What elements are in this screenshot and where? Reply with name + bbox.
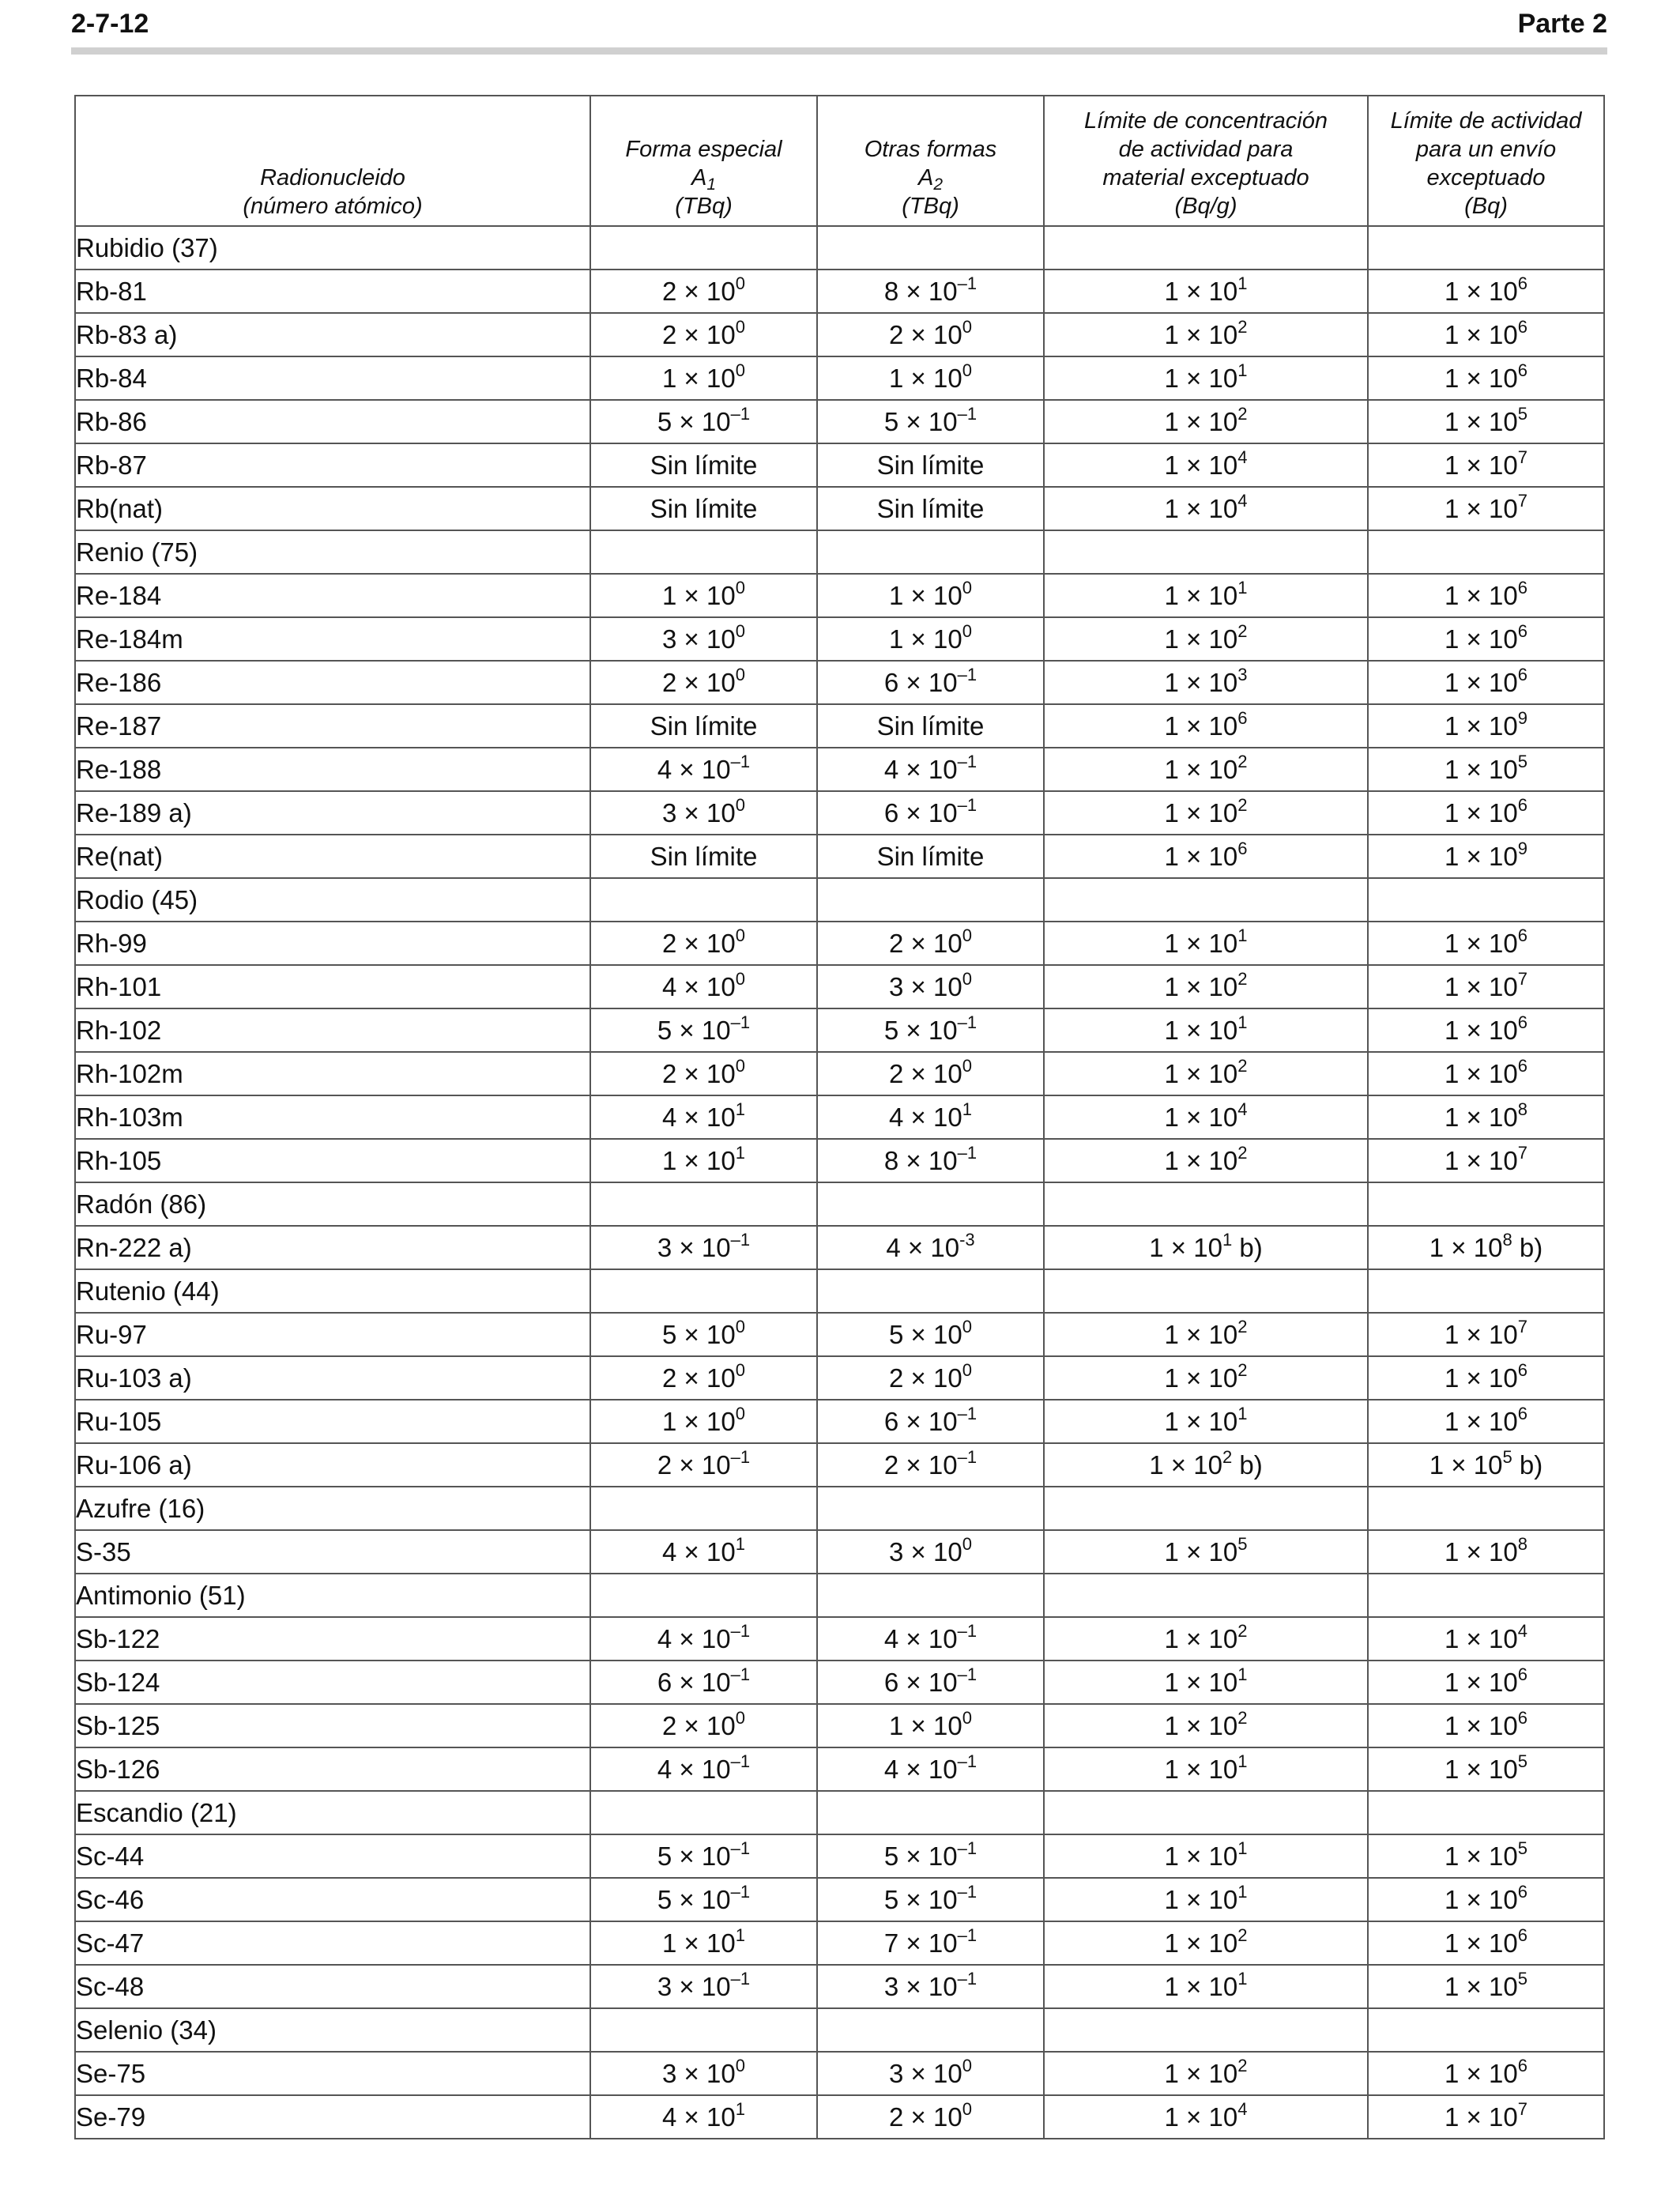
- a1-cell: $1 \times 10^0$: [590, 574, 817, 617]
- activity-limit-cell: $1 \times 10^6$: [1368, 270, 1604, 313]
- activity-limit-cell: $1 \times 10^7$: [1368, 965, 1604, 1008]
- concentration-limit-cell: $1 \times 10^5$: [1044, 1530, 1368, 1574]
- table-row: [75, 1356, 1604, 1400]
- a1-cell: [590, 1269, 817, 1313]
- activity-limit-cell: [1368, 226, 1604, 270]
- a2-cell: $4 \times 10^1$: [817, 1095, 1044, 1139]
- table-row: [75, 1400, 1604, 1443]
- a1-cell: $2 \times 10^0$: [590, 1356, 817, 1400]
- a2-cell: $8 \times 10^{-1}$: [817, 270, 1044, 313]
- table-row: [75, 791, 1604, 835]
- a1-cell: $6 \times 10^{-1}$: [590, 1661, 817, 1704]
- a2-cell: $1 \times 10^0$: [817, 356, 1044, 400]
- table-row: [75, 1747, 1604, 1791]
- table-row: [75, 356, 1604, 400]
- concentration-limit-cell: [1044, 226, 1368, 270]
- concentration-limit-cell: $1 \times 10^2$: [1044, 965, 1368, 1008]
- activity-limit-cell: [1368, 1269, 1604, 1313]
- radionuclide-table: [74, 95, 1605, 2139]
- radionuclide-name: Ru-105: [75, 1400, 590, 1443]
- activity-limit-cell: $1 \times 10^6$: [1368, 1704, 1604, 1747]
- radionuclide-name: Re(nat): [75, 835, 590, 878]
- concentration-limit-cell: $1 \times 10^6$: [1044, 704, 1368, 748]
- element-group-row: [75, 1574, 1604, 1617]
- concentration-limit-cell: $1 \times 10^2$: [1044, 1921, 1368, 1965]
- activity-limit-cell: $1 \times 10^6$: [1368, 1052, 1604, 1095]
- a2-cell: [817, 530, 1044, 574]
- a1-cell: $2 \times 10^0$: [590, 922, 817, 965]
- activity-limit-cell: $1 \times 10^9$: [1368, 704, 1604, 748]
- concentration-limit-cell: [1044, 1269, 1368, 1313]
- a1-cell: $1 \times 10^1$: [590, 1921, 817, 1965]
- concentration-limit-cell: [1044, 878, 1368, 922]
- activity-limit-cell: $1 \times 10^6$: [1368, 661, 1604, 704]
- element-group-row: [75, 1269, 1604, 1313]
- radionuclide-name: Rh-105: [75, 1139, 590, 1182]
- radionuclide-name: Sc-47: [75, 1921, 590, 1965]
- table-row: [75, 2095, 1604, 2139]
- activity-limit-cell: $1 \times 10^5$ b): [1368, 1443, 1604, 1487]
- a1-cell: $3 \times 10^0$: [590, 617, 817, 661]
- element-group-row: [75, 2008, 1604, 2052]
- radionuclide-name: Ru-97: [75, 1313, 590, 1356]
- header-radionuclide: Radionucleido (número atómico): [75, 96, 590, 226]
- radionuclide-name: Rh-102m: [75, 1052, 590, 1095]
- radionuclide-name: Sc-46: [75, 1878, 590, 1921]
- radionuclide-name: Se-79: [75, 2095, 590, 2139]
- element-group-row: [75, 226, 1604, 270]
- header-other-forms-a2: Otras formas $A_2$ (TBq): [817, 96, 1044, 226]
- concentration-limit-cell: $1 \times 10^1$: [1044, 1400, 1368, 1443]
- radionuclide-name: Rh-103m: [75, 1095, 590, 1139]
- table-row: [75, 661, 1604, 704]
- radionuclide-name: Rb-86: [75, 400, 590, 443]
- table-row: [75, 1530, 1604, 1574]
- concentration-limit-cell: $1 \times 10^2$: [1044, 1139, 1368, 1182]
- activity-limit-cell: $1 \times 10^7$: [1368, 1313, 1604, 1356]
- a1-cell: [590, 2008, 817, 2052]
- activity-limit-cell: [1368, 1791, 1604, 1834]
- table-row: [75, 1704, 1604, 1747]
- activity-limit-cell: [1368, 530, 1604, 574]
- radionuclide-name: Re-186: [75, 661, 590, 704]
- a1-cell: $4 \times 10^{-1}$: [590, 748, 817, 791]
- radionuclide-name: Sb-126: [75, 1747, 590, 1791]
- a2-cell: $6 \times 10^{-1}$: [817, 1400, 1044, 1443]
- concentration-limit-cell: $1 \times 10^4$: [1044, 2095, 1368, 2139]
- activity-limit-cell: [1368, 1182, 1604, 1226]
- concentration-limit-cell: [1044, 530, 1368, 574]
- concentration-limit-cell: $1 \times 10^2$ b): [1044, 1443, 1368, 1487]
- a2-cell: $1 \times 10^0$: [817, 1704, 1044, 1747]
- radionuclide-name: Re-188: [75, 748, 590, 791]
- a1-cell: [590, 1487, 817, 1530]
- activity-limit-cell: $1 \times 10^7$: [1368, 2095, 1604, 2139]
- concentration-limit-cell: $1 \times 10^2$: [1044, 617, 1368, 661]
- concentration-limit-cell: [1044, 1574, 1368, 1617]
- a2-cell: $8 \times 10^{-1}$: [817, 1139, 1044, 1182]
- radionuclide-name: Rn-222 a): [75, 1226, 590, 1269]
- a2-cell: Sin límite: [817, 487, 1044, 530]
- element-group-name: Rubidio (37): [75, 226, 590, 270]
- a1-cell: [590, 878, 817, 922]
- a1-cell: $5 \times 10^0$: [590, 1313, 817, 1356]
- a2-cell: $2 \times 10^0$: [817, 1356, 1044, 1400]
- activity-limit-cell: $1 \times 10^5$: [1368, 1834, 1604, 1878]
- a1-cell: $2 \times 10^0$: [590, 270, 817, 313]
- radionuclide-name: Rb-84: [75, 356, 590, 400]
- activity-limit-cell: $1 \times 10^4$: [1368, 1617, 1604, 1661]
- concentration-limit-cell: $1 \times 10^1$ b): [1044, 1226, 1368, 1269]
- element-group-name: Rodio (45): [75, 878, 590, 922]
- a1-cell: [590, 1182, 817, 1226]
- table-row: [75, 313, 1604, 356]
- a2-cell: $4 \times 10^{-1}$: [817, 1617, 1044, 1661]
- a1-cell: $4 \times 10^{-1}$: [590, 1747, 817, 1791]
- radionuclide-name: Rh-99: [75, 922, 590, 965]
- a2-cell: Sin límite: [817, 704, 1044, 748]
- activity-limit-cell: $1 \times 10^6$: [1368, 1921, 1604, 1965]
- a1-cell: $3 \times 10^{-1}$: [590, 1226, 817, 1269]
- element-group-row: [75, 878, 1604, 922]
- a2-cell: Sin límite: [817, 443, 1044, 487]
- table-row: [75, 574, 1604, 617]
- table-row: [75, 1878, 1604, 1921]
- table-row: [75, 748, 1604, 791]
- a1-cell: Sin límite: [590, 487, 817, 530]
- header-rule: [71, 47, 1607, 55]
- activity-limit-cell: $1 \times 10^8$ b): [1368, 1226, 1604, 1269]
- a2-cell: $3 \times 10^0$: [817, 965, 1044, 1008]
- a1-cell: $2 \times 10^0$: [590, 661, 817, 704]
- radionuclide-name: Re-184: [75, 574, 590, 617]
- table-row: [75, 1965, 1604, 2008]
- table-row: [75, 835, 1604, 878]
- page-header: [71, 3, 1607, 44]
- activity-limit-cell: $1 \times 10^6$: [1368, 617, 1604, 661]
- activity-limit-cell: $1 \times 10^6$: [1368, 1400, 1604, 1443]
- a1-cell: $2 \times 10^{-1}$: [590, 1443, 817, 1487]
- element-group-name: Rutenio (44): [75, 1269, 590, 1313]
- a2-cell: $4 \times 10^{-1}$: [817, 748, 1044, 791]
- activity-limit-cell: $1 \times 10^7$: [1368, 443, 1604, 487]
- table-row: [75, 1313, 1604, 1356]
- a1-cell: $1 \times 10^0$: [590, 1400, 817, 1443]
- table-row: [75, 400, 1604, 443]
- table-row: [75, 1661, 1604, 1704]
- concentration-limit-cell: $1 \times 10^2$: [1044, 313, 1368, 356]
- concentration-limit-cell: $1 \times 10^1$: [1044, 1661, 1368, 1704]
- a1-cell: $2 \times 10^0$: [590, 313, 817, 356]
- a2-cell: [817, 1487, 1044, 1530]
- a1-cell: Sin límite: [590, 835, 817, 878]
- table-row: [75, 487, 1604, 530]
- concentration-limit-cell: $1 \times 10^3$: [1044, 661, 1368, 704]
- concentration-limit-cell: $1 \times 10^2$: [1044, 1617, 1368, 1661]
- a2-cell: $6 \times 10^{-1}$: [817, 791, 1044, 835]
- a1-cell: $1 \times 10^0$: [590, 356, 817, 400]
- table-row: [75, 1921, 1604, 1965]
- a1-cell: $5 \times 10^{-1}$: [590, 1008, 817, 1052]
- a2-cell: Sin límite: [817, 835, 1044, 878]
- activity-limit-cell: $1 \times 10^7$: [1368, 487, 1604, 530]
- concentration-limit-cell: $1 \times 10^2$: [1044, 791, 1368, 835]
- activity-limit-cell: $1 \times 10^6$: [1368, 922, 1604, 965]
- activity-limit-cell: $1 \times 10^9$: [1368, 835, 1604, 878]
- a1-cell: $5 \times 10^{-1}$: [590, 400, 817, 443]
- a1-cell: $4 \times 10^0$: [590, 965, 817, 1008]
- a1-cell: $2 \times 10^0$: [590, 1704, 817, 1747]
- a1-cell: [590, 226, 817, 270]
- radionuclide-name: Re-187: [75, 704, 590, 748]
- concentration-limit-cell: $1 \times 10^4$: [1044, 443, 1368, 487]
- element-group-row: [75, 1487, 1604, 1530]
- radionuclide-name: Rb-87: [75, 443, 590, 487]
- radionuclide-name: Sc-48: [75, 1965, 590, 2008]
- radionuclide-name: Sc-44: [75, 1834, 590, 1878]
- radionuclide-name: Se-75: [75, 2052, 590, 2095]
- a2-cell: $6 \times 10^{-1}$: [817, 1661, 1044, 1704]
- table-row: [75, 1139, 1604, 1182]
- element-group-name: Antimonio (51): [75, 1574, 590, 1617]
- table-row: [75, 1617, 1604, 1661]
- element-group-name: Renio (75): [75, 530, 590, 574]
- a2-cell: $3 \times 10^{-1}$: [817, 1965, 1044, 2008]
- element-group-name: Azufre (16): [75, 1487, 590, 1530]
- a2-cell: $3 \times 10^0$: [817, 2052, 1044, 2095]
- activity-limit-cell: $1 \times 10^6$: [1368, 356, 1604, 400]
- activity-limit-cell: $1 \times 10^5$: [1368, 400, 1604, 443]
- element-group-name: Radón (86): [75, 1182, 590, 1226]
- element-group-name: Selenio (34): [75, 2008, 590, 2052]
- radionuclide-name: Re-189 a): [75, 791, 590, 835]
- concentration-limit-cell: $1 \times 10^4$: [1044, 1095, 1368, 1139]
- a2-cell: [817, 2008, 1044, 2052]
- table-row: [75, 922, 1604, 965]
- radionuclide-name: Ru-103 a): [75, 1356, 590, 1400]
- table-header-row: [75, 96, 1604, 226]
- concentration-limit-cell: $1 \times 10^2$: [1044, 1356, 1368, 1400]
- activity-limit-cell: $1 \times 10^6$: [1368, 1356, 1604, 1400]
- concentration-limit-cell: $1 \times 10^2$: [1044, 748, 1368, 791]
- a2-cell: $1 \times 10^0$: [817, 617, 1044, 661]
- a1-cell: $2 \times 10^0$: [590, 1052, 817, 1095]
- page-section: Parte 2: [1517, 8, 1607, 39]
- concentration-limit-cell: [1044, 1791, 1368, 1834]
- a1-cell: Sin límite: [590, 704, 817, 748]
- activity-limit-cell: [1368, 2008, 1604, 2052]
- a2-cell: $5 \times 10^{-1}$: [817, 1008, 1044, 1052]
- a2-cell: [817, 226, 1044, 270]
- table-row: [75, 1052, 1604, 1095]
- a2-cell: $2 \times 10^0$: [817, 1052, 1044, 1095]
- activity-limit-cell: $1 \times 10^7$: [1368, 1139, 1604, 1182]
- element-group-name: Escandio (21): [75, 1791, 590, 1834]
- radionuclide-name: Rb(nat): [75, 487, 590, 530]
- a2-cell: $2 \times 10^0$: [817, 922, 1044, 965]
- radionuclide-name: Rb-83 a): [75, 313, 590, 356]
- concentration-limit-cell: [1044, 1487, 1368, 1530]
- a2-cell: $3 \times 10^0$: [817, 1530, 1044, 1574]
- activity-limit-cell: $1 \times 10^5$: [1368, 1965, 1604, 2008]
- concentration-limit-cell: $1 \times 10^1$: [1044, 270, 1368, 313]
- concentration-limit-cell: [1044, 1182, 1368, 1226]
- concentration-limit-cell: $1 \times 10^2$: [1044, 1704, 1368, 1747]
- concentration-limit-cell: $1 \times 10^1$: [1044, 1008, 1368, 1052]
- radionuclide-name: Sb-124: [75, 1661, 590, 1704]
- table-row: [75, 270, 1604, 313]
- a1-cell: [590, 1574, 817, 1617]
- a1-cell: $3 \times 10^0$: [590, 791, 817, 835]
- a1-cell: $4 \times 10^1$: [590, 1530, 817, 1574]
- activity-limit-cell: $1 \times 10^6$: [1368, 791, 1604, 835]
- a2-cell: $6 \times 10^{-1}$: [817, 661, 1044, 704]
- activity-limit-cell: $1 \times 10^6$: [1368, 313, 1604, 356]
- concentration-limit-cell: $1 \times 10^4$: [1044, 487, 1368, 530]
- table-row: [75, 1226, 1604, 1269]
- radionuclide-name: S-35: [75, 1530, 590, 1574]
- a2-cell: $2 \times 10^0$: [817, 2095, 1044, 2139]
- radionuclide-name: Sb-122: [75, 1617, 590, 1661]
- a2-cell: [817, 878, 1044, 922]
- concentration-limit-cell: $1 \times 10^1$: [1044, 1965, 1368, 2008]
- a2-cell: $5 \times 10^{-1}$: [817, 1834, 1044, 1878]
- concentration-limit-cell: [1044, 2008, 1368, 2052]
- table-row: [75, 1095, 1604, 1139]
- a2-cell: $2 \times 10^0$: [817, 313, 1044, 356]
- a2-cell: [817, 1269, 1044, 1313]
- a2-cell: $7 \times 10^{-1}$: [817, 1921, 1044, 1965]
- page-number: 2-7-12: [71, 8, 149, 39]
- activity-limit-cell: $1 \times 10^5$: [1368, 1747, 1604, 1791]
- activity-limit-cell: $1 \times 10^5$: [1368, 748, 1604, 791]
- activity-limit-cell: $1 \times 10^8$: [1368, 1095, 1604, 1139]
- a1-cell: [590, 1791, 817, 1834]
- table-body: [75, 226, 1604, 2139]
- a2-cell: [817, 1182, 1044, 1226]
- header-concentration-limit: Límite de concentración de actividad para material exceptuado (Bq/g): [1044, 96, 1368, 226]
- header-activity-limit: Límite de actividad para un envío exceptuado (Bq): [1368, 96, 1604, 226]
- a2-cell: $4 \times 10^{-3}$: [817, 1226, 1044, 1269]
- activity-limit-cell: [1368, 1487, 1604, 1530]
- table-row: [75, 2052, 1604, 2095]
- concentration-limit-cell: $1 \times 10^1$: [1044, 922, 1368, 965]
- a1-cell: Sin límite: [590, 443, 817, 487]
- concentration-limit-cell: $1 \times 10^2$: [1044, 400, 1368, 443]
- table-row: [75, 965, 1604, 1008]
- table-row: [75, 1443, 1604, 1487]
- a2-cell: $5 \times 10^{-1}$: [817, 1878, 1044, 1921]
- concentration-limit-cell: $1 \times 10^2$: [1044, 1313, 1368, 1356]
- activity-limit-cell: [1368, 1574, 1604, 1617]
- radionuclide-name: Rb-81: [75, 270, 590, 313]
- element-group-row: [75, 1182, 1604, 1226]
- concentration-limit-cell: $1 \times 10^1$: [1044, 574, 1368, 617]
- a1-cell: $5 \times 10^{-1}$: [590, 1878, 817, 1921]
- a1-cell: $3 \times 10^0$: [590, 2052, 817, 2095]
- activity-limit-cell: $1 \times 10^6$: [1368, 2052, 1604, 2095]
- table-row: [75, 1834, 1604, 1878]
- activity-limit-cell: $1 \times 10^8$: [1368, 1530, 1604, 1574]
- table-row: [75, 1008, 1604, 1052]
- activity-limit-cell: $1 \times 10^6$: [1368, 1008, 1604, 1052]
- a1-cell: $1 \times 10^1$: [590, 1139, 817, 1182]
- radionuclide-name: Ru-106 a): [75, 1443, 590, 1487]
- radionuclide-name: Rh-102: [75, 1008, 590, 1052]
- activity-limit-cell: $1 \times 10^6$: [1368, 1878, 1604, 1921]
- table-row: [75, 704, 1604, 748]
- a1-cell: $4 \times 10^{-1}$: [590, 1617, 817, 1661]
- table-row: [75, 617, 1604, 661]
- a2-cell: $1 \times 10^0$: [817, 574, 1044, 617]
- header-special-form-a1: Forma especial $A_1$ (TBq): [590, 96, 817, 226]
- element-group-row: [75, 1791, 1604, 1834]
- a1-cell: $4 \times 10^1$: [590, 2095, 817, 2139]
- concentration-limit-cell: $1 \times 10^2$: [1044, 1052, 1368, 1095]
- a1-cell: $4 \times 10^1$: [590, 1095, 817, 1139]
- concentration-limit-cell: $1 \times 10^1$: [1044, 1747, 1368, 1791]
- activity-limit-cell: [1368, 878, 1604, 922]
- activity-limit-cell: $1 \times 10^6$: [1368, 574, 1604, 617]
- a2-cell: [817, 1574, 1044, 1617]
- a2-cell: [817, 1791, 1044, 1834]
- a1-cell: $5 \times 10^{-1}$: [590, 1834, 817, 1878]
- radionuclide-name: Re-184m: [75, 617, 590, 661]
- a2-cell: $2 \times 10^{-1}$: [817, 1443, 1044, 1487]
- a2-cell: $4 \times 10^{-1}$: [817, 1747, 1044, 1791]
- a2-cell: $5 \times 10^0$: [817, 1313, 1044, 1356]
- radionuclide-name: Rh-101: [75, 965, 590, 1008]
- a1-cell: $3 \times 10^{-1}$: [590, 1965, 817, 2008]
- concentration-limit-cell: $1 \times 10^6$: [1044, 835, 1368, 878]
- radionuclide-name: Sb-125: [75, 1704, 590, 1747]
- a1-cell: [590, 530, 817, 574]
- concentration-limit-cell: $1 \times 10^1$: [1044, 356, 1368, 400]
- activity-limit-cell: $1 \times 10^6$: [1368, 1661, 1604, 1704]
- concentration-limit-cell: $1 \times 10^1$: [1044, 1834, 1368, 1878]
- element-group-row: [75, 530, 1604, 574]
- a2-cell: $5 \times 10^{-1}$: [817, 400, 1044, 443]
- concentration-limit-cell: $1 \times 10^2$: [1044, 2052, 1368, 2095]
- table-row: [75, 443, 1604, 487]
- concentration-limit-cell: $1 \times 10^1$: [1044, 1878, 1368, 1921]
